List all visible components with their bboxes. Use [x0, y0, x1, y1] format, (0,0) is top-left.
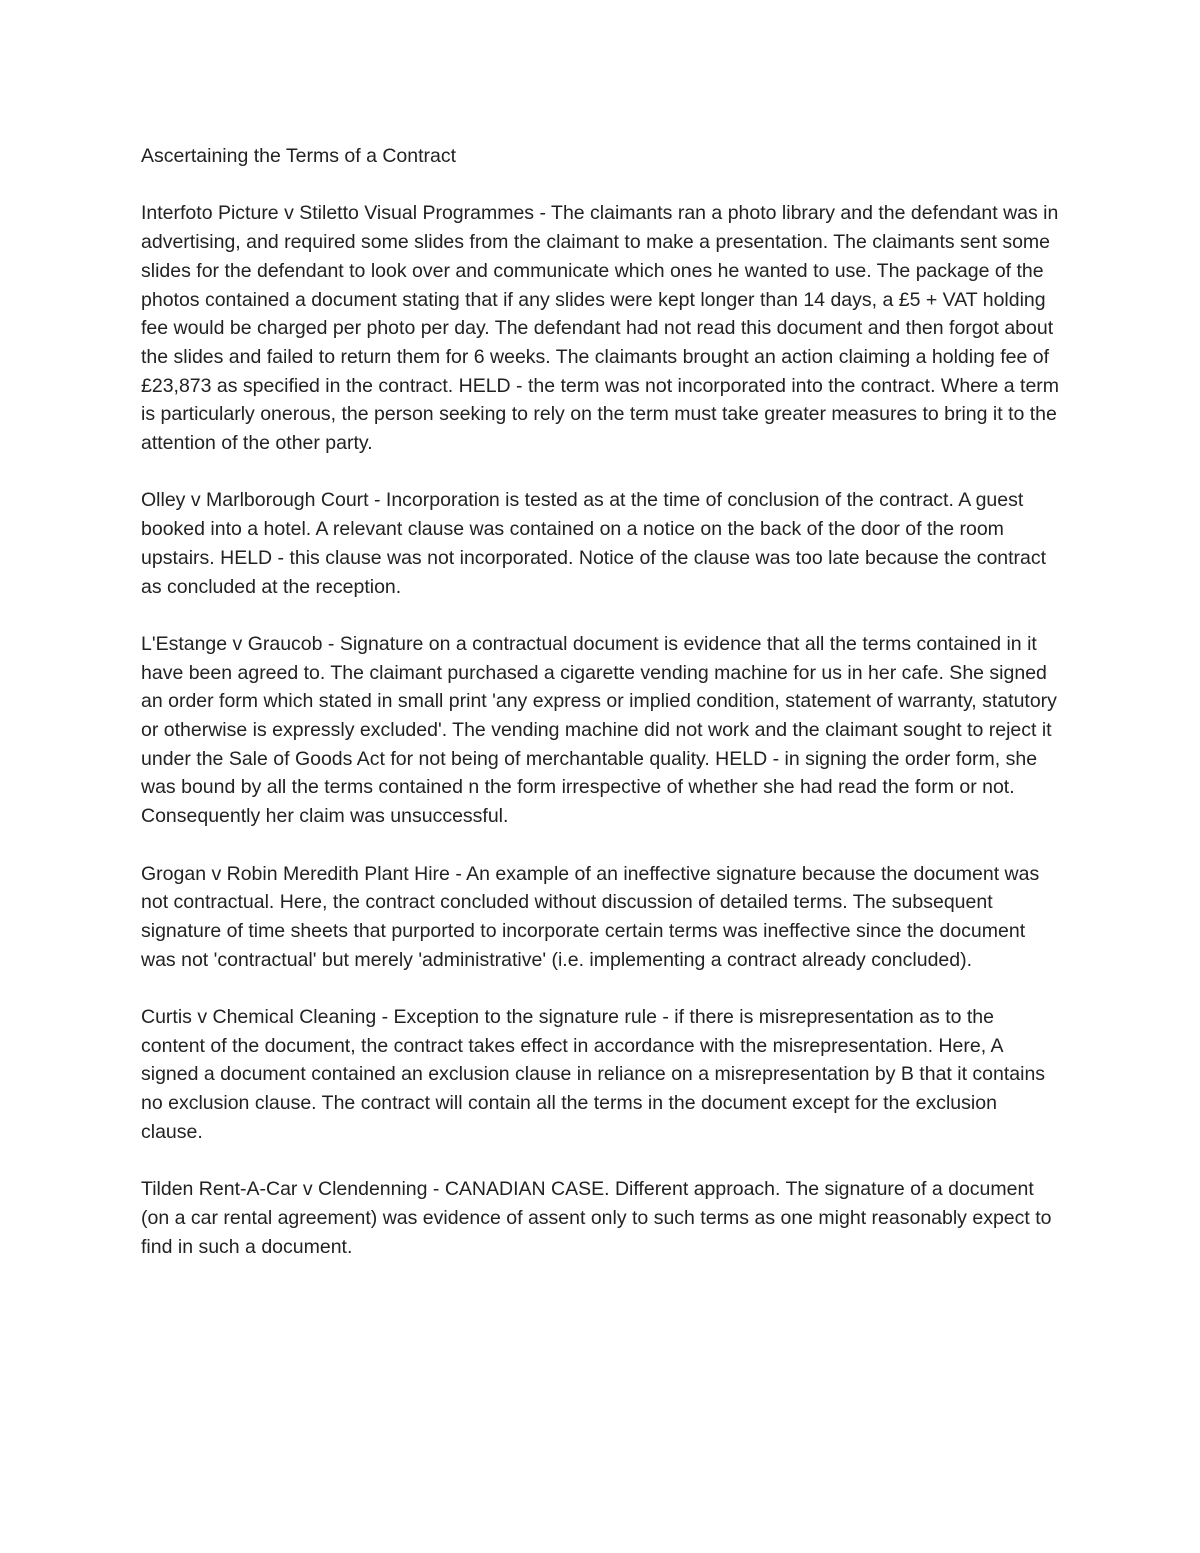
case-olley: Olley v Marlborough Court - Incorporation is tested as at the time of conclusion of the contract. A guest booked into a hotel. A relevant clause was contained on a notice on the back of the door of the room upstairs. HELD - this clause was not incorporated. Notice of the clause was too late because the contract as concluded at the reception. — [141, 489, 1047, 598]
case-interfoto: Interfoto Picture v Stiletto Visual Programmes - The claimants ran a photo library and the defendant was in advertising, and required some slides from the claimant to make a presentation. The claimants sent some slides for the defendant to look over and communicate which ones he wanted to use. The package of the photos contained a document stating that if any slides were kept longer than 14 days, a £5 + VAT holding fee would be charged per photo per day. The defendant had not read this document and then forgot about the slides and failed to return them for 6 weeks. The claimants brought an action claiming a holding fee of £23,873 as specified in the contract. HELD - the term was not incorporated into the contract. Where a term is particularly onerous, the person seeking to rely on the term must take greater measures to bring it to the attention of the other party. — [141, 202, 1060, 455]
case-tilden: Tilden Rent-A-Car v Clendenning - CANADIAN CASE. Different approach. The signature of a document (on a car rental agreement) was evidence of assent only to such terms as one might reasonably expect to find in such a document. — [141, 1178, 1052, 1258]
case-curtis: Curtis v Chemical Cleaning - Exception to the signature rule - if there is misrepresentation as to the content of the document, the contract takes effect in accordance with the misrepresentation. Here, A signed a document contained an exclusion clause in reliance on a misrepresentation by B that it contains no exclusion clause. The contract will contain all the terms in the document except for the exclusion clause. — [141, 1006, 1046, 1143]
document-title: Ascertaining the Terms of a Contract — [141, 145, 457, 167]
case-grogan: Grogan v Robin Meredith Plant Hire - An example of an ineffective signature because the document was not contractual. Here, the contract concluded without discussion of detailed terms. The subsequent signature of time sheets that purported to incorporate certain terms was ineffective since the document was not 'contractual' but merely 'administrative' (i.e. implementing a contract already concluded). — [141, 862, 1040, 971]
document-page — [141, 142, 1061, 1290]
case-lestange: L'Estange v Graucob - Signature on a contractual document is evidence that all the terms contained in it have been agreed to. The claimant purchased a cigarette vending machine for us in her cafe. She signed an order form which stated in small print 'any express or implied condition, statement of warranty, statutory or otherwise is expressly excluded'. The vending machine did not work and the claimant sought to reject it under the Sale of Goods Act for not being of merchantable quality. HELD - in signing the order form, she was bound by all the terms contained n the form irrespective of whether she had read the form or not. Consequently her claim was unsuccessful. — [141, 632, 1057, 828]
